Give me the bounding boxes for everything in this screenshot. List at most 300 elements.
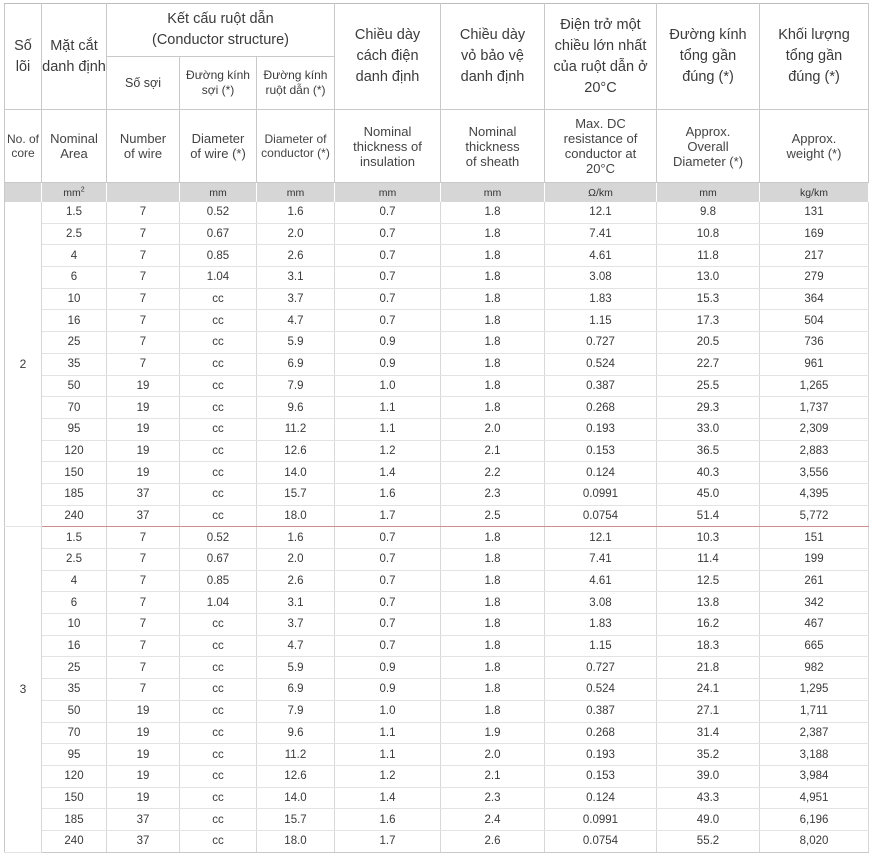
cell-sheath: 2.5 bbox=[441, 505, 545, 527]
cell-sheath: 2.4 bbox=[441, 809, 545, 831]
cell-overall-diameter: 45.0 bbox=[657, 483, 760, 505]
cell-insulation: 1.1 bbox=[335, 418, 441, 440]
cell-area: 16 bbox=[42, 635, 107, 657]
cell-insulation: 1.7 bbox=[335, 505, 441, 527]
cell-conductor-diameter: 2.6 bbox=[257, 570, 335, 592]
header-dien-tro: Điện trở một chiều lớn nhất của ruột dẫn ở 20°C bbox=[545, 4, 657, 110]
cell-conductor-diameter: 9.6 bbox=[257, 397, 335, 419]
cell-area: 35 bbox=[42, 353, 107, 375]
unit-insulation: mm bbox=[335, 183, 441, 203]
cell-wire-diameter: cc bbox=[180, 288, 257, 310]
cell-overall-diameter: 22.7 bbox=[657, 353, 760, 375]
cell-area: 4 bbox=[42, 570, 107, 592]
cell-wire-count: 7 bbox=[107, 657, 180, 679]
cell-insulation: 0.7 bbox=[335, 245, 441, 267]
header-mat-cat: Mặt cắt danh định bbox=[42, 4, 107, 110]
cell-insulation: 1.2 bbox=[335, 440, 441, 462]
unit-sheath: mm bbox=[441, 183, 545, 203]
cell-sheath: 1.9 bbox=[441, 722, 545, 744]
cell-wire-count: 37 bbox=[107, 809, 180, 831]
cell-area: 6 bbox=[42, 592, 107, 614]
cell-resistance: 0.124 bbox=[545, 462, 657, 484]
table-row bbox=[5, 483, 869, 505]
unit-area-superscript: 2 bbox=[80, 186, 85, 193]
cell-wire-count: 7 bbox=[107, 570, 180, 592]
units-row bbox=[5, 183, 869, 203]
table-row bbox=[5, 202, 869, 223]
cell-sheath: 1.8 bbox=[441, 592, 545, 614]
header-overall-diameter: Approx. Overall Diameter (*) bbox=[657, 110, 760, 183]
cell-area: 95 bbox=[42, 744, 107, 766]
cell-area: 2.5 bbox=[42, 223, 107, 245]
cell-wire-count: 19 bbox=[107, 462, 180, 484]
cell-area: 25 bbox=[42, 657, 107, 679]
cell-insulation: 1.4 bbox=[335, 787, 441, 809]
table-row bbox=[5, 310, 869, 332]
cell-wire-count: 7 bbox=[107, 245, 180, 267]
header-dk-soi: Đường kính sợi (*) bbox=[180, 57, 257, 110]
cell-weight: 1,711 bbox=[760, 700, 869, 722]
cell-sheath: 1.8 bbox=[441, 527, 545, 549]
cell-area: 6 bbox=[42, 267, 107, 289]
table-row bbox=[5, 700, 869, 722]
cell-wire-diameter: cc bbox=[180, 397, 257, 419]
header-dk-ruot: Đường kính ruột dẫn (*) bbox=[257, 57, 335, 110]
unit-overall-diameter: mm bbox=[657, 183, 760, 203]
cell-weight: 199 bbox=[760, 549, 869, 571]
cell-wire-diameter: cc bbox=[180, 809, 257, 831]
cell-overall-diameter: 33.0 bbox=[657, 418, 760, 440]
header-resistance: Max. DC resistance of conductor at 20°C bbox=[545, 110, 657, 183]
cell-area: 25 bbox=[42, 332, 107, 354]
cell-area: 150 bbox=[42, 787, 107, 809]
table-row bbox=[5, 787, 869, 809]
cell-weight: 279 bbox=[760, 267, 869, 289]
cell-resistance: 3.08 bbox=[545, 592, 657, 614]
cell-insulation: 0.7 bbox=[335, 223, 441, 245]
cell-resistance: 0.0754 bbox=[545, 830, 657, 852]
cell-weight: 961 bbox=[760, 353, 869, 375]
table-row bbox=[5, 332, 869, 354]
cell-wire-diameter: cc bbox=[180, 332, 257, 354]
cell-overall-diameter: 51.4 bbox=[657, 505, 760, 527]
cable-spec-table bbox=[4, 3, 869, 853]
cell-sheath: 1.8 bbox=[441, 353, 545, 375]
cell-wire-count: 7 bbox=[107, 202, 180, 223]
cell-sheath: 1.8 bbox=[441, 549, 545, 571]
cell-overall-diameter: 9.8 bbox=[657, 202, 760, 223]
cell-resistance: 0.268 bbox=[545, 397, 657, 419]
cell-wire-count: 7 bbox=[107, 527, 180, 549]
cell-wire-count: 7 bbox=[107, 310, 180, 332]
header-insulation: Nominal thickness of insulation bbox=[335, 110, 441, 183]
cell-sheath: 1.8 bbox=[441, 223, 545, 245]
cell-sheath: 2.1 bbox=[441, 440, 545, 462]
cell-area: 10 bbox=[42, 288, 107, 310]
cell-sheath: 1.8 bbox=[441, 614, 545, 636]
cell-insulation: 0.7 bbox=[335, 202, 441, 223]
cell-resistance: 1.83 bbox=[545, 614, 657, 636]
cell-conductor-diameter: 3.7 bbox=[257, 614, 335, 636]
cell-wire-diameter: cc bbox=[180, 657, 257, 679]
header-dia-wire: Diameter of wire (*) bbox=[180, 110, 257, 183]
cell-insulation: 0.7 bbox=[335, 288, 441, 310]
cell-overall-diameter: 43.3 bbox=[657, 787, 760, 809]
cell-sheath: 1.8 bbox=[441, 332, 545, 354]
cell-wire-count: 7 bbox=[107, 549, 180, 571]
cell-resistance: 0.524 bbox=[545, 679, 657, 701]
cell-wire-diameter: cc bbox=[180, 375, 257, 397]
cell-overall-diameter: 27.1 bbox=[657, 700, 760, 722]
cell-insulation: 0.7 bbox=[335, 635, 441, 657]
cell-wire-count: 19 bbox=[107, 787, 180, 809]
cell-overall-diameter: 11.4 bbox=[657, 549, 760, 571]
cell-resistance: 0.268 bbox=[545, 722, 657, 744]
cell-area: 120 bbox=[42, 440, 107, 462]
header-weight: Approx. weight (*) bbox=[760, 110, 869, 183]
cell-sheath: 1.8 bbox=[441, 570, 545, 592]
cell-wire-diameter: cc bbox=[180, 310, 257, 332]
cell-weight: 1,265 bbox=[760, 375, 869, 397]
cell-overall-diameter: 40.3 bbox=[657, 462, 760, 484]
cell-sheath: 1.8 bbox=[441, 245, 545, 267]
cell-insulation: 1.1 bbox=[335, 397, 441, 419]
cell-insulation: 1.7 bbox=[335, 830, 441, 852]
header-ket-cau-vn: Kết cấu ruột dẫn bbox=[167, 11, 274, 27]
cell-insulation: 1.1 bbox=[335, 722, 441, 744]
table-row bbox=[5, 267, 869, 289]
cell-weight: 1,295 bbox=[760, 679, 869, 701]
header-dia-conductor: Diameter of conductor (*) bbox=[257, 110, 335, 183]
cell-sheath: 2.1 bbox=[441, 765, 545, 787]
cell-wire-count: 19 bbox=[107, 440, 180, 462]
cell-overall-diameter: 21.8 bbox=[657, 657, 760, 679]
cell-area: 16 bbox=[42, 310, 107, 332]
core-count: 3 bbox=[5, 527, 42, 852]
cell-wire-count: 7 bbox=[107, 592, 180, 614]
cell-insulation: 1.0 bbox=[335, 700, 441, 722]
cell-sheath: 2.0 bbox=[441, 418, 545, 440]
cell-weight: 4,395 bbox=[760, 483, 869, 505]
cell-overall-diameter: 20.5 bbox=[657, 332, 760, 354]
cell-wire-diameter: cc bbox=[180, 462, 257, 484]
cell-wire-count: 7 bbox=[107, 267, 180, 289]
cell-resistance: 0.193 bbox=[545, 744, 657, 766]
cell-wire-count: 19 bbox=[107, 418, 180, 440]
cell-overall-diameter: 29.3 bbox=[657, 397, 760, 419]
cell-area: 1.5 bbox=[42, 202, 107, 223]
cell-conductor-diameter: 5.9 bbox=[257, 332, 335, 354]
cell-wire-diameter: cc bbox=[180, 744, 257, 766]
cell-wire-diameter: 0.52 bbox=[180, 202, 257, 223]
cell-sheath: 1.8 bbox=[441, 267, 545, 289]
unit-wire bbox=[107, 183, 180, 203]
table-row bbox=[5, 614, 869, 636]
table-row bbox=[5, 549, 869, 571]
cell-sheath: 1.8 bbox=[441, 657, 545, 679]
cell-insulation: 0.7 bbox=[335, 310, 441, 332]
cell-overall-diameter: 25.5 bbox=[657, 375, 760, 397]
cell-resistance: 0.0754 bbox=[545, 505, 657, 527]
cell-overall-diameter: 49.0 bbox=[657, 809, 760, 831]
cell-overall-diameter: 17.3 bbox=[657, 310, 760, 332]
cell-weight: 8,020 bbox=[760, 830, 869, 852]
cell-insulation: 1.0 bbox=[335, 375, 441, 397]
table-row bbox=[5, 440, 869, 462]
table-row bbox=[5, 722, 869, 744]
unit-resistance: Ω/km bbox=[545, 183, 657, 203]
cell-weight: 467 bbox=[760, 614, 869, 636]
header-ket-cau bbox=[107, 4, 335, 57]
cell-resistance: 0.387 bbox=[545, 700, 657, 722]
cell-insulation: 0.9 bbox=[335, 679, 441, 701]
cell-area: 70 bbox=[42, 397, 107, 419]
table-row bbox=[5, 657, 869, 679]
cell-weight: 3,556 bbox=[760, 462, 869, 484]
cell-wire-count: 7 bbox=[107, 332, 180, 354]
cell-conductor-diameter: 4.7 bbox=[257, 310, 335, 332]
header-cach-dien: Chiều dày cách điện danh định bbox=[335, 4, 441, 110]
cell-resistance: 7.41 bbox=[545, 223, 657, 245]
cell-weight: 1,737 bbox=[760, 397, 869, 419]
cell-wire-diameter: 0.52 bbox=[180, 527, 257, 549]
cell-overall-diameter: 55.2 bbox=[657, 830, 760, 852]
cell-insulation: 0.9 bbox=[335, 353, 441, 375]
cell-area: 70 bbox=[42, 722, 107, 744]
cell-wire-diameter: cc bbox=[180, 830, 257, 852]
header-no-core: No. of core bbox=[5, 110, 42, 183]
cell-conductor-diameter: 2.0 bbox=[257, 549, 335, 571]
cell-weight: 342 bbox=[760, 592, 869, 614]
cell-wire-diameter: cc bbox=[180, 418, 257, 440]
cell-sheath: 2.3 bbox=[441, 483, 545, 505]
cell-sheath: 1.8 bbox=[441, 700, 545, 722]
unit-dia-conductor: mm bbox=[257, 183, 335, 203]
table-row bbox=[5, 223, 869, 245]
cell-insulation: 1.1 bbox=[335, 744, 441, 766]
cell-wire-diameter: cc bbox=[180, 787, 257, 809]
cell-conductor-diameter: 1.6 bbox=[257, 527, 335, 549]
cell-sheath: 1.8 bbox=[441, 375, 545, 397]
table-header bbox=[5, 4, 869, 203]
table-row bbox=[5, 527, 869, 549]
table-row bbox=[5, 245, 869, 267]
cell-sheath: 1.8 bbox=[441, 635, 545, 657]
table-row bbox=[5, 830, 869, 852]
cell-resistance: 4.61 bbox=[545, 570, 657, 592]
cell-resistance: 1.15 bbox=[545, 310, 657, 332]
cell-conductor-diameter: 4.7 bbox=[257, 635, 335, 657]
cell-area: 2.5 bbox=[42, 549, 107, 571]
cell-conductor-diameter: 7.9 bbox=[257, 375, 335, 397]
cell-weight: 217 bbox=[760, 245, 869, 267]
cell-area: 150 bbox=[42, 462, 107, 484]
header-area: Nominal Area bbox=[42, 110, 107, 183]
cell-resistance: 12.1 bbox=[545, 202, 657, 223]
cell-conductor-diameter: 1.6 bbox=[257, 202, 335, 223]
table-row bbox=[5, 353, 869, 375]
cell-weight: 982 bbox=[760, 657, 869, 679]
header-duong-kinh: Đường kính tổng gần đúng (*) bbox=[657, 4, 760, 110]
cell-insulation: 0.7 bbox=[335, 570, 441, 592]
cell-conductor-diameter: 11.2 bbox=[257, 418, 335, 440]
cell-area: 185 bbox=[42, 809, 107, 831]
unit-core bbox=[5, 183, 42, 203]
group-3-core bbox=[5, 527, 869, 852]
cell-wire-count: 19 bbox=[107, 722, 180, 744]
cell-weight: 2,387 bbox=[760, 722, 869, 744]
header-sheath: Nominal thickness of sheath bbox=[441, 110, 545, 183]
cell-area: 10 bbox=[42, 614, 107, 636]
cell-wire-diameter: cc bbox=[180, 635, 257, 657]
cell-wire-diameter: cc bbox=[180, 483, 257, 505]
cell-overall-diameter: 31.4 bbox=[657, 722, 760, 744]
unit-area: $mm^2$ bbox=[42, 183, 107, 203]
cell-weight: 169 bbox=[760, 223, 869, 245]
cell-insulation: 0.7 bbox=[335, 614, 441, 636]
cell-conductor-diameter: 9.6 bbox=[257, 722, 335, 744]
cell-insulation: 0.9 bbox=[335, 332, 441, 354]
cell-conductor-diameter: 18.0 bbox=[257, 505, 335, 527]
cell-resistance: 7.41 bbox=[545, 549, 657, 571]
cell-conductor-diameter: 6.9 bbox=[257, 353, 335, 375]
cell-resistance: 0.153 bbox=[545, 440, 657, 462]
cell-wire-diameter: cc bbox=[180, 440, 257, 462]
cell-wire-diameter: 1.04 bbox=[180, 592, 257, 614]
cell-conductor-diameter: 14.0 bbox=[257, 462, 335, 484]
group-2-core bbox=[5, 202, 869, 527]
cell-resistance: 1.15 bbox=[545, 635, 657, 657]
cell-sheath: 1.8 bbox=[441, 288, 545, 310]
cell-wire-diameter: cc bbox=[180, 505, 257, 527]
header-ket-cau-en: (Conductor structure) bbox=[152, 32, 289, 48]
header-so-loi: Số lõi bbox=[5, 4, 42, 110]
cell-area: 1.5 bbox=[42, 527, 107, 549]
cell-resistance: 12.1 bbox=[545, 527, 657, 549]
cell-weight: 5,772 bbox=[760, 505, 869, 527]
table-row bbox=[5, 375, 869, 397]
cell-wire-diameter: cc bbox=[180, 700, 257, 722]
header-wire: Number of wire bbox=[107, 110, 180, 183]
cell-wire-count: 19 bbox=[107, 765, 180, 787]
cell-wire-count: 19 bbox=[107, 375, 180, 397]
cell-weight: 2,883 bbox=[760, 440, 869, 462]
cell-resistance: 0.193 bbox=[545, 418, 657, 440]
cell-sheath: 1.8 bbox=[441, 679, 545, 701]
cell-sheath: 1.8 bbox=[441, 202, 545, 223]
cell-conductor-diameter: 2.0 bbox=[257, 223, 335, 245]
cell-overall-diameter: 24.1 bbox=[657, 679, 760, 701]
cell-insulation: 1.2 bbox=[335, 765, 441, 787]
table-row bbox=[5, 397, 869, 419]
cell-conductor-diameter: 3.7 bbox=[257, 288, 335, 310]
cell-insulation: 0.9 bbox=[335, 657, 441, 679]
cell-weight: 736 bbox=[760, 332, 869, 354]
cell-wire-diameter: cc bbox=[180, 765, 257, 787]
cell-wire-count: 37 bbox=[107, 830, 180, 852]
cell-weight: 261 bbox=[760, 570, 869, 592]
cell-overall-diameter: 18.3 bbox=[657, 635, 760, 657]
cell-conductor-diameter: 11.2 bbox=[257, 744, 335, 766]
header-vo-bao-ve: Chiều dày vỏ bảo vệ danh định bbox=[441, 4, 545, 110]
table-row bbox=[5, 765, 869, 787]
table-row bbox=[5, 744, 869, 766]
cell-wire-count: 7 bbox=[107, 679, 180, 701]
cell-conductor-diameter: 14.0 bbox=[257, 787, 335, 809]
cell-wire-count: 19 bbox=[107, 700, 180, 722]
core-count: 2 bbox=[5, 202, 42, 527]
table-row bbox=[5, 592, 869, 614]
cell-weight: 3,984 bbox=[760, 765, 869, 787]
cell-wire-count: 7 bbox=[107, 288, 180, 310]
cell-overall-diameter: 35.2 bbox=[657, 744, 760, 766]
cell-area: 35 bbox=[42, 679, 107, 701]
cell-conductor-diameter: 5.9 bbox=[257, 657, 335, 679]
cell-resistance: 3.08 bbox=[545, 267, 657, 289]
cell-wire-count: 7 bbox=[107, 635, 180, 657]
table-row bbox=[5, 505, 869, 527]
cell-resistance: 0.124 bbox=[545, 787, 657, 809]
cell-conductor-diameter: 12.6 bbox=[257, 765, 335, 787]
cell-wire-count: 7 bbox=[107, 353, 180, 375]
cell-area: 50 bbox=[42, 700, 107, 722]
cell-conductor-diameter: 3.1 bbox=[257, 592, 335, 614]
header-khoi-luong: Khối lượng tổng gần đúng (*) bbox=[760, 4, 869, 110]
cell-overall-diameter: 15.3 bbox=[657, 288, 760, 310]
cell-insulation: 1.6 bbox=[335, 483, 441, 505]
cell-overall-diameter: 16.2 bbox=[657, 614, 760, 636]
cell-wire-diameter: 0.85 bbox=[180, 570, 257, 592]
cell-wire-count: 7 bbox=[107, 614, 180, 636]
cell-resistance: 0.387 bbox=[545, 375, 657, 397]
cell-weight: 6,196 bbox=[760, 809, 869, 831]
cell-resistance: 0.524 bbox=[545, 353, 657, 375]
cell-wire-diameter: cc bbox=[180, 614, 257, 636]
cell-sheath: 2.0 bbox=[441, 744, 545, 766]
cell-sheath: 2.6 bbox=[441, 830, 545, 852]
cell-wire-diameter: 0.67 bbox=[180, 549, 257, 571]
cell-conductor-diameter: 15.7 bbox=[257, 809, 335, 831]
header-so-soi: Số sợi bbox=[107, 57, 180, 110]
cell-conductor-diameter: 2.6 bbox=[257, 245, 335, 267]
cell-overall-diameter: 12.5 bbox=[657, 570, 760, 592]
cell-wire-count: 37 bbox=[107, 483, 180, 505]
cell-resistance: 0.727 bbox=[545, 332, 657, 354]
cell-insulation: 1.6 bbox=[335, 809, 441, 831]
table-row bbox=[5, 635, 869, 657]
cell-wire-diameter: 1.04 bbox=[180, 267, 257, 289]
cell-conductor-diameter: 6.9 bbox=[257, 679, 335, 701]
cell-wire-count: 19 bbox=[107, 744, 180, 766]
cell-area: 50 bbox=[42, 375, 107, 397]
cell-overall-diameter: 10.8 bbox=[657, 223, 760, 245]
cell-sheath: 1.8 bbox=[441, 310, 545, 332]
cell-wire-count: 19 bbox=[107, 397, 180, 419]
cell-conductor-diameter: 3.1 bbox=[257, 267, 335, 289]
cell-area: 185 bbox=[42, 483, 107, 505]
cell-wire-diameter: cc bbox=[180, 722, 257, 744]
cell-wire-diameter: cc bbox=[180, 353, 257, 375]
cell-resistance: 0.727 bbox=[545, 657, 657, 679]
cell-wire-diameter: 0.85 bbox=[180, 245, 257, 267]
table-row bbox=[5, 462, 869, 484]
cell-resistance: 1.83 bbox=[545, 288, 657, 310]
cell-weight: 364 bbox=[760, 288, 869, 310]
table-row bbox=[5, 809, 869, 831]
cell-weight: 4,951 bbox=[760, 787, 869, 809]
table-row bbox=[5, 570, 869, 592]
cell-resistance: 0.0991 bbox=[545, 809, 657, 831]
